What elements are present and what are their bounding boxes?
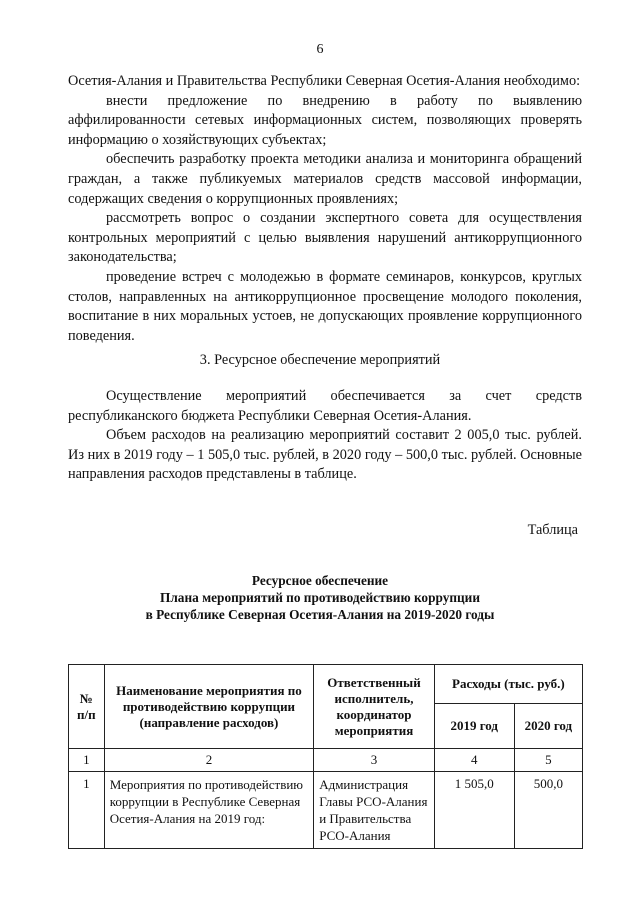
row-2020: 500,0 xyxy=(514,772,582,849)
paragraph: обеспечить разработку проекта методики анализа и мониторинга обращений граждан, а также публикуемых материалов средств массовой информации, содержащих сведения о коррупционных проявлениях; xyxy=(68,151,582,207)
resource-table xyxy=(68,664,583,849)
header-2020: 2020 год xyxy=(514,704,582,749)
table-title xyxy=(0,572,640,623)
column-number: 3 xyxy=(314,749,435,772)
paragraph: Осетия-Алания и Правительства Республики Северная Осетия-Алания необходимо: xyxy=(68,73,581,89)
row-num: 1 xyxy=(69,772,105,849)
paragraph: внести предложение по внедрению в работу по выявлению аффилированности сетевых информационных систем, позволяющих проверять информацию о хозяйствующих субъектах; xyxy=(68,92,582,148)
column-number: 2 xyxy=(104,749,314,772)
row-responsible: Администрация Главы РСО-Алания и Правительства РСО-Алания xyxy=(314,772,435,849)
column-number: 4 xyxy=(434,749,514,772)
header-num: № п/п xyxy=(69,665,105,749)
header-expenses: Расходы (тыс. руб.) xyxy=(434,665,582,704)
table-title-line: в Республике Северная Осетия-Алания на 2019-2020 годы xyxy=(145,607,495,622)
header-2019: 2019 год xyxy=(434,704,514,749)
header-responsible: Ответственный исполнитель, координатор мероприятия xyxy=(314,665,435,749)
column-number-row xyxy=(69,749,583,772)
table-title-line: Ресурсное обеспечение xyxy=(251,573,389,588)
paragraph: проведение встреч с молодежью в формате семинаров, конкурсов, круглых столов, направленных на антикоррупционное просвещение молодого поколения, воспитание в них моральных устоев, не допускающих проявление коррупционного поведения. xyxy=(68,268,582,344)
table-row xyxy=(69,772,583,849)
body-text xyxy=(68,72,582,346)
page-number: 6 xyxy=(316,42,324,57)
section-body xyxy=(68,387,582,485)
table-label: Таблица xyxy=(527,522,578,538)
column-number: 1 xyxy=(69,749,105,772)
table-header-row xyxy=(69,665,583,704)
row-name: Мероприятия по противодействию коррупции в Республике Северная Осетия-Алания на 2019 год: xyxy=(104,772,314,849)
paragraph: Осуществление мероприятий обеспечивается за счет средств республиканского бюджета Республики Северная Осетия-Алания. xyxy=(68,388,582,424)
paragraph: Объем расходов на реализацию мероприятий составит 2 005,0 тыс. рублей. Из них в 2019 году – 1 505,0 тыс. рублей, в 2020 году – 500,0 тыс. рублей. Основные направления расходов представлены в таблице. xyxy=(68,427,582,483)
paragraph: рассмотреть вопрос о создании экспертного совета для осуществления контрольных мероприятий с целью выявления нарушений антикоррупционного законодательства; xyxy=(68,210,582,266)
section-title: 3. Ресурсное обеспечение мероприятий xyxy=(199,352,441,368)
header-name: Наименование мероприятия по противодействию коррупции (направление расходов) xyxy=(104,665,314,749)
table-title-line: Плана мероприятий по противодействию коррупции xyxy=(160,590,480,605)
row-2019: 1 505,0 xyxy=(434,772,514,849)
column-number: 5 xyxy=(514,749,582,772)
